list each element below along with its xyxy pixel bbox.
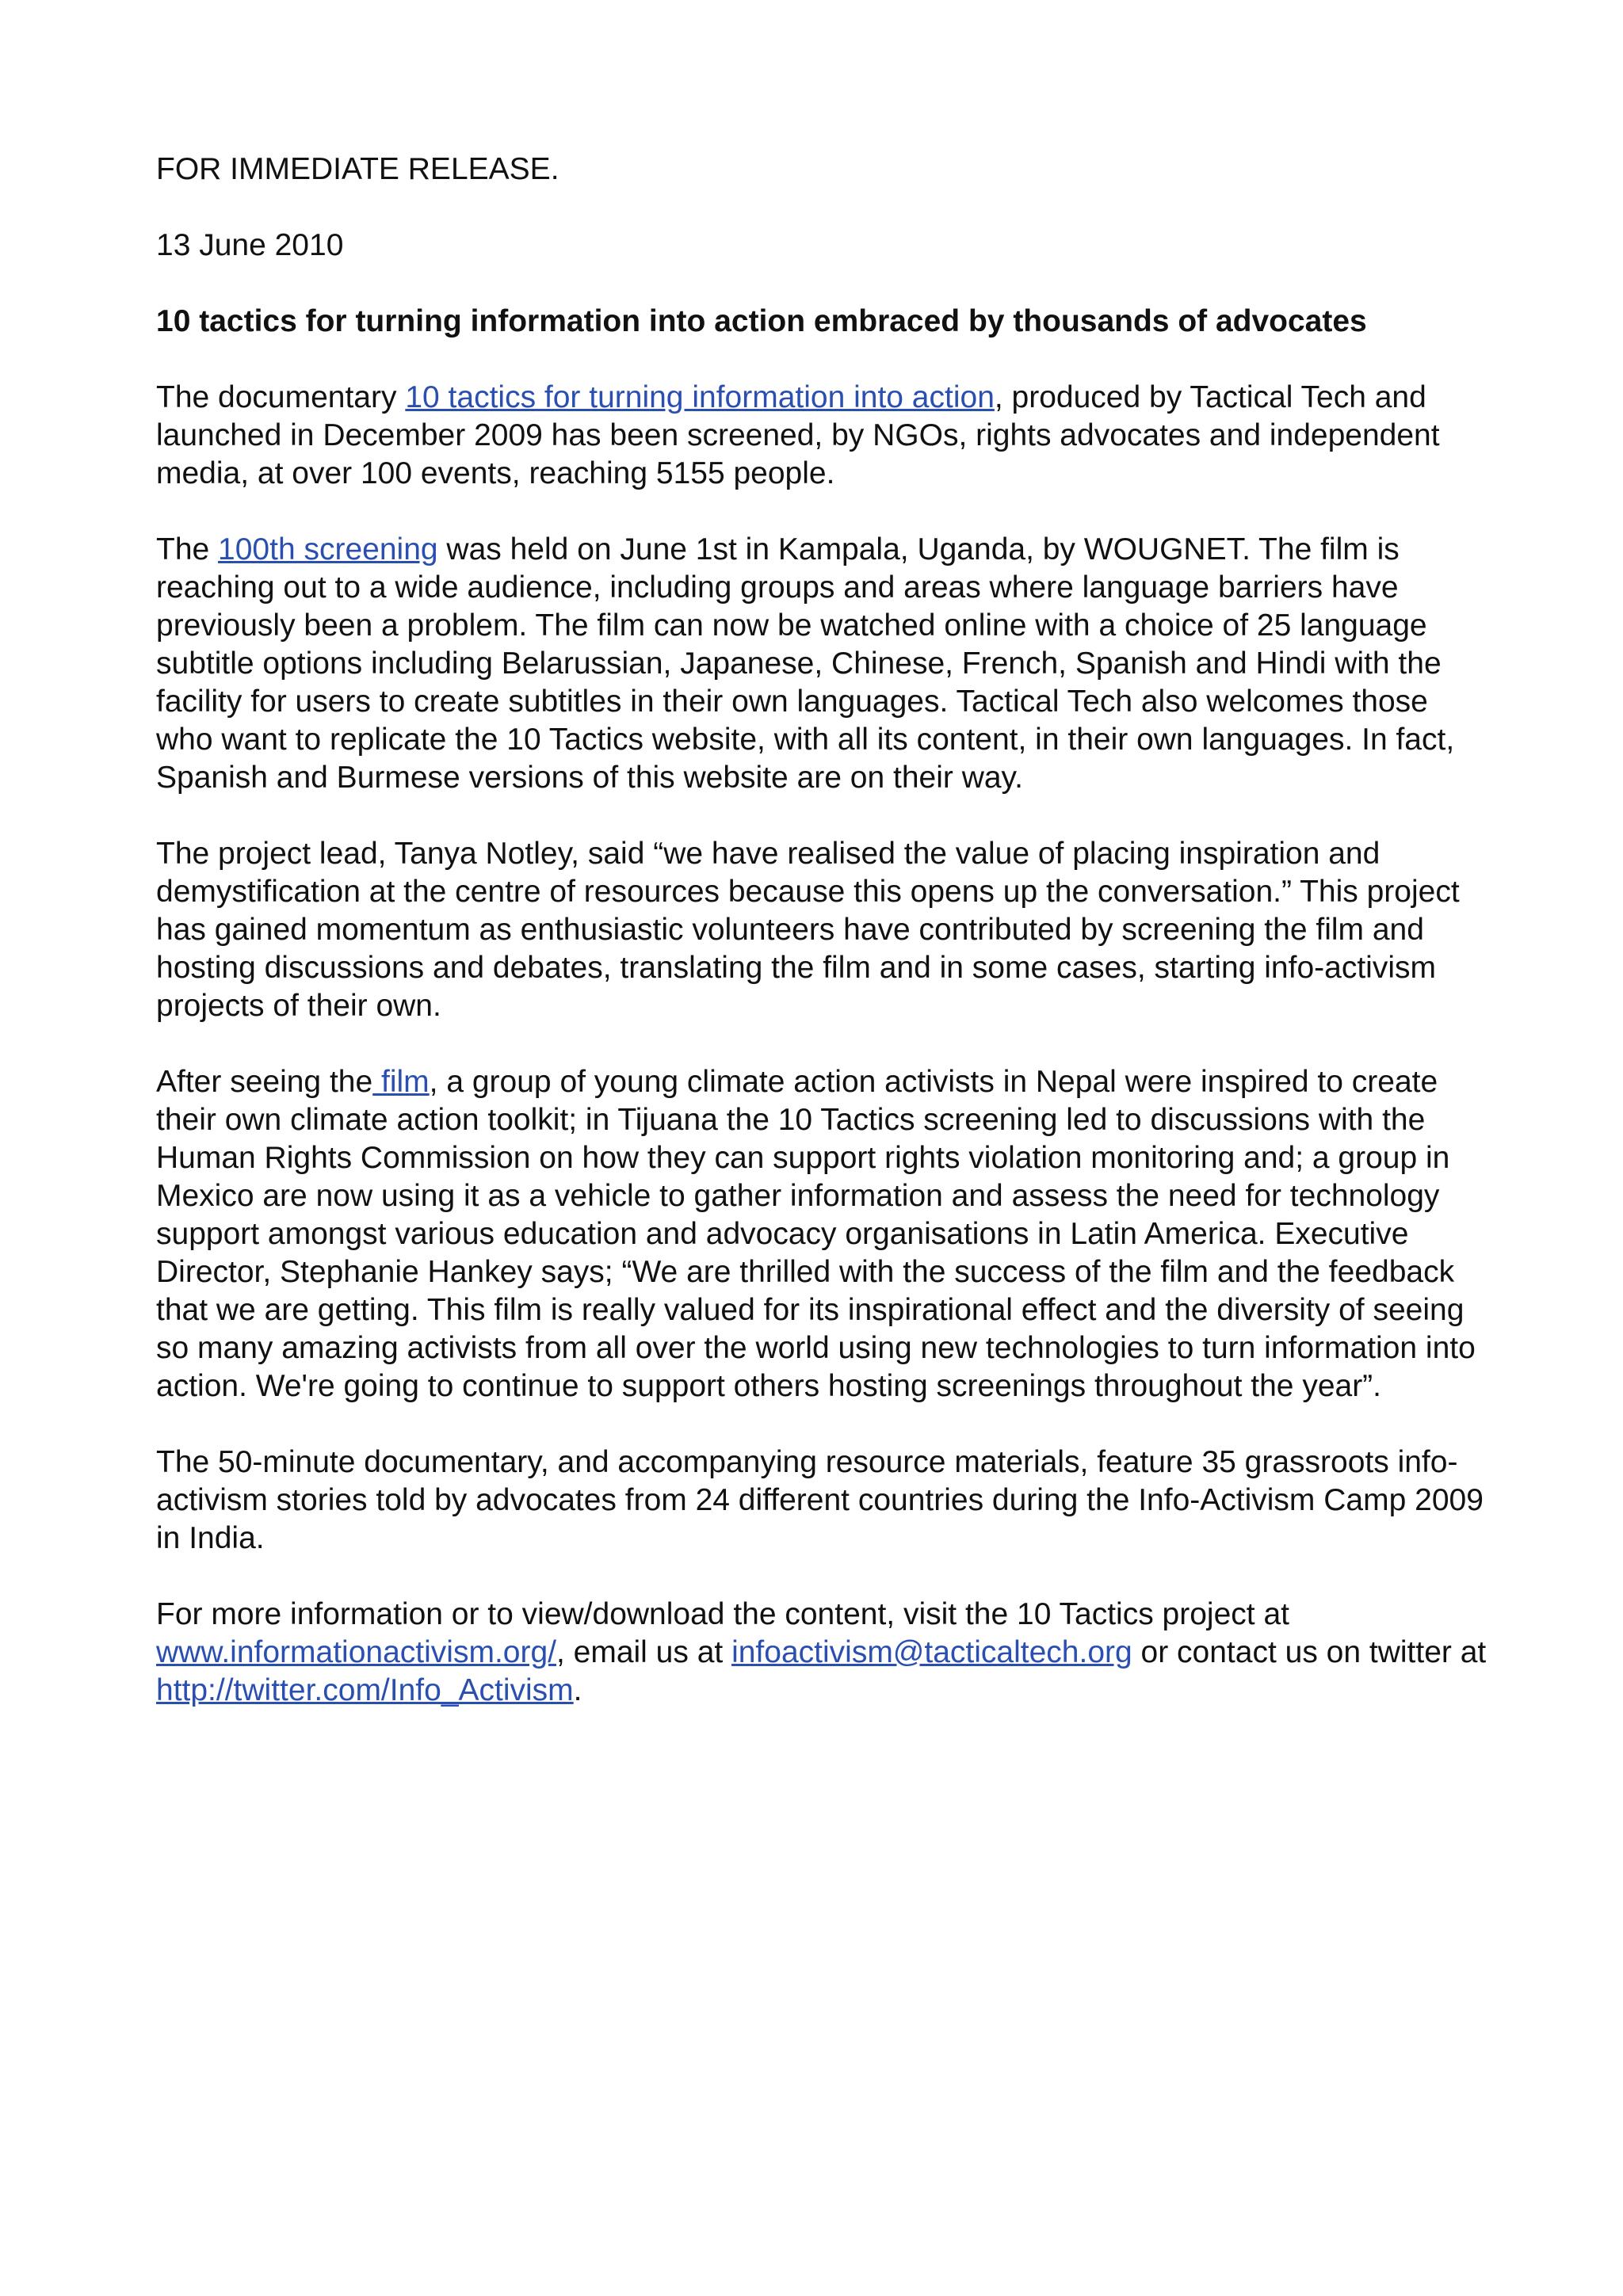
- press-release-document: [156, 151, 1487, 1748]
- paragraph-screening-text-2: was held on June 1st in Kampala, Uganda, by WOUGNET. The film is reaching out to a wide audience, including groups and areas where language barriers have previously been a problem. The film can now be watched online with a choice of 25 language subtitle options including Belarussian, Japanese, Chinese, French, Spanish and Hindi with the facility for users to create subtitles in their own languages. Tactical Tech also welcomes those who want to replicate the 10 Tactics website, with all its content, in their own languages. In fact, Spanish and Burmese versions of this website are on their way.: [156, 532, 1455, 795]
- documentary-link[interactable]: 10 tactics for turning information into action: [405, 380, 995, 414]
- paragraph-screening: [156, 531, 1487, 797]
- film-link[interactable]: film: [372, 1065, 430, 1099]
- email-link[interactable]: infoactivism@tacticaltech.org: [731, 1635, 1132, 1669]
- paragraph-contact-text-4: .: [573, 1673, 582, 1707]
- paragraph-project-lead: The project lead, Tanya Notley, said “we have realised the value of placing inspiration and demystification at the centre of resources because this opens up the conversation.” This project has gained momentum as enthusiastic volunteers have contributed by screening the film and hosting discussions and debates, translating the film and in some cases, starting info-activism projects of their own.: [156, 837, 1460, 1023]
- paragraph-contact-text-3: or contact us on twitter at: [1132, 1635, 1487, 1669]
- paragraph-contact: [156, 1596, 1487, 1710]
- paragraph-impact-text-1: After seeing the: [156, 1065, 373, 1099]
- website-link[interactable]: www.informationactivism.org/: [156, 1635, 556, 1669]
- paragraph-intro: [156, 379, 1487, 493]
- paragraph-impact: [156, 1063, 1487, 1405]
- release-date: 13 June 2010: [156, 228, 344, 262]
- paragraph-intro-text-2: , produced by Tactical Tech and launched in December 2009 has been screened, by NGOs, rights advocates and independent media, at over 100 events, reaching 5155 people.: [156, 380, 1440, 490]
- paragraph-contact-text-1: For more information or to view/download the content, visit the 10 Tactics project at: [156, 1597, 1289, 1631]
- release-label: FOR IMMEDIATE RELEASE.: [156, 152, 559, 186]
- 100th-screening-link[interactable]: 100th screening: [218, 532, 438, 566]
- paragraph-intro-text-1: The documentary: [156, 380, 406, 414]
- paragraph-contact-text-2: , email us at: [556, 1635, 732, 1669]
- twitter-link[interactable]: http://twitter.com/Info_Activism: [156, 1673, 574, 1707]
- paragraph-impact-text-2: , a group of young climate action activists in Nepal were inspired to create their own climate action toolkit; in Tijuana the 10 Tactics screening led to discussions with the Human Rights Commission on how they can support rights violation monitoring and; a group in Mexico are now using it as a vehicle to gather information and assess the need for technology support amongst various education and advocacy organisations in Latin America. Executive Director, Stephanie Hankey says; “We are thrilled with the success of the film and the feedback that we are getting. This film is really valued for its inspirational effect and the diversity of seeing so many amazing activists from all over the world using new technologies to turn information into action. We're going to continue to support others hosting screenings throughout the year”.: [156, 1065, 1476, 1403]
- headline: 10 tactics for turning information into action embraced by thousands of advocates: [156, 304, 1367, 338]
- paragraph-documentary: The 50-minute documentary, and accompanying resource materials, feature 35 grassroots info-activism stories told by advocates from 24 different countries during the Info-Activism Camp 2009 in India.: [156, 1445, 1484, 1555]
- paragraph-screening-text-1: The: [156, 532, 219, 566]
